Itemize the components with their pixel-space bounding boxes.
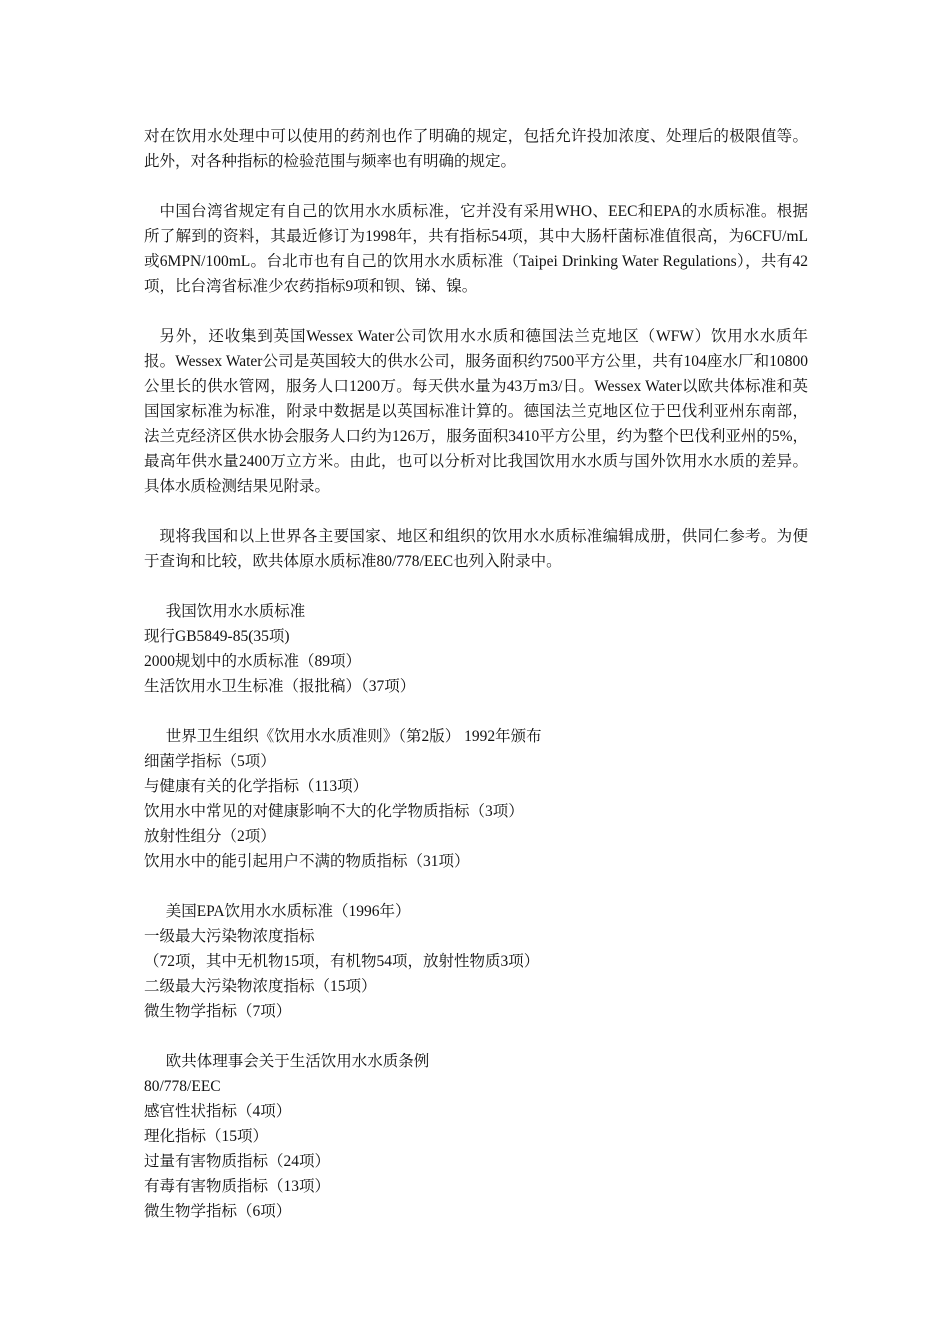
section-heading: 欧共体理事会关于生活饮用水水质条例 (165, 1053, 430, 1070)
list-item: 饮用水中常见的对健康影响不大的化学物质指标（3项） (144, 803, 524, 820)
spacer (144, 699, 808, 724)
list-item: 过量有害物质指标（24项） (144, 1153, 331, 1170)
paragraph-reagents: 对在饮用水处理中可以使用的药剂也作了明确的规定，包括允许投加浓度、处理后的极限值等。此外，对各种指标的检验范围与频率也有明确的规定。 (144, 128, 808, 170)
document-page (144, 124, 808, 1224)
spacer (144, 299, 808, 324)
list-item: 二级最大污染物浓度指标（15项） (144, 978, 377, 995)
section-heading: 美国EPA饮用水水质标准（1996年） (165, 903, 411, 920)
list-item: 与健康有关的化学指标（113项） (144, 778, 369, 795)
section-who-guidelines (144, 724, 808, 874)
spacer (144, 174, 808, 199)
section-eec-directive (144, 1049, 808, 1224)
paragraph-wessex-wfw: 另外，还收集到英国Wessex Water公司饮用水水质和德国法兰克地区（WFW）饮用水水质年报。Wessex Water公司是英国较大的供水公司，服务面积约7500平方公里，共有104座水厂和10800公里长的供水管网，服务人口1200万。每天供水量为43万m3/日。Wessex Water以欧共体标准和英国国家标准为标准，附录中数据是以英国标准计算的。德国法兰克地区位于巴伐利亚州东南部，法兰克经济区供水协会服务人口约为126万，服务面积3410平方公里，约为整个巴伐利亚州的5%，最高年供水量2400万立方米。由此，也可以分析对比我国饮用水水质与国外饮用水水质的差异。具体水质检测结果见附录。 (144, 328, 808, 495)
spacer (144, 499, 808, 524)
list-item: （72项，其中无机物15项，有机物54项，放射性物质3项） (144, 953, 540, 970)
list-item: 现行GB5849-85(35项) (144, 628, 290, 645)
paragraph-compilation-note: 现将我国和以上世界各主要国家、地区和组织的饮用水水质标准编辑成册，供同仁参考。为便于查询和比较，欧共体原水质标准80/778/EEC也列入附录中。 (144, 528, 808, 570)
list-item: 放射性组分（2项） (144, 828, 276, 845)
list-item: 感官性状指标（4项） (144, 1103, 292, 1120)
section-heading: 我国饮用水水质标准 (165, 603, 306, 620)
list-item: 细菌学指标（5项） (144, 753, 276, 770)
section-heading: 世界卫生组织《饮用水水质准则》（第2版） 1992年颁布 (165, 728, 542, 745)
list-item: 微生物学指标（6项） (144, 1203, 292, 1220)
list-item: 微生物学指标（7项） (144, 1003, 292, 1020)
spacer (144, 574, 808, 599)
list-item: 80/778/EEC (144, 1078, 221, 1095)
spacer (144, 874, 808, 899)
section-china-standard (144, 599, 808, 699)
section-epa-standard (144, 899, 808, 1024)
list-item: 饮用水中的能引起用户不满的物质指标（31项） (144, 853, 470, 870)
paragraph-taiwan-standard: 中国台湾省规定有自己的饮用水水质标准，它并没有采用WHO、EEC和EPA的水质标准。根据所了解到的资料，其最近修订为1998年，共有指标54项，其中大肠杆菌标准值很高，为6CFU/mL或6MPN/100mL。台北市也有自己的饮用水水质标准（Taipei Drinking Water Regulations），共有42项，比台湾省标准少农药指标9项和钡、锑、镍。 (144, 203, 808, 295)
list-item: 有毒有害物质指标（13项） (144, 1178, 331, 1195)
list-item: 理化指标（15项） (144, 1128, 269, 1145)
spacer (144, 1024, 808, 1049)
list-item: 生活饮用水卫生标准（报批稿）（37项） (144, 678, 416, 695)
list-item: 2000规划中的水质标准（89项） (144, 653, 362, 670)
list-item: 一级最大污染物浓度指标 (144, 928, 315, 945)
